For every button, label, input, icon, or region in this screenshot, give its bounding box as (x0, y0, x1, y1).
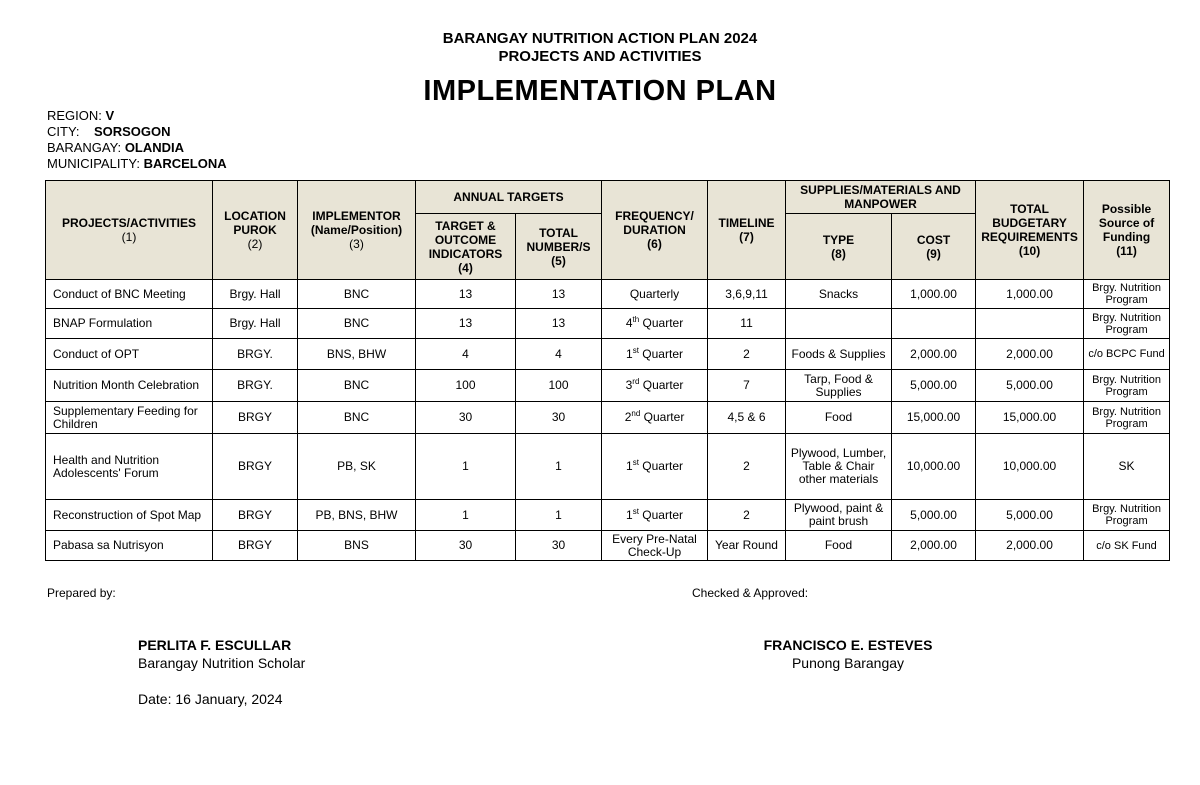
location-cell: BRGY (213, 402, 298, 434)
project-cell: Nutrition Month Celebration (46, 370, 213, 402)
target-cell: 100 (416, 370, 516, 402)
header-total-numbers (516, 214, 602, 280)
frequency-value: 4 (625, 316, 633, 330)
header-frequency (602, 181, 708, 280)
target-cell: 13 (416, 280, 516, 309)
barangay-value: OLANDIA (124, 140, 185, 155)
region-label: REGION: (47, 108, 102, 123)
project-cell: Conduct of BNC Meeting (46, 280, 213, 309)
municipality-label: MUNICIPALITY: (47, 156, 140, 171)
header-target-outcome (416, 214, 516, 280)
total-cell: 30 (516, 402, 602, 434)
approver-name: FRANCISCO E. ESTEVES (763, 637, 933, 653)
header-supplies: SUPPLIES/MATERIALS AND MANPOWER (786, 181, 976, 214)
frequency-cell (602, 402, 708, 434)
source-cell: c/o SK Fund (1084, 531, 1170, 561)
timeline-cell: 7 (708, 370, 786, 402)
total-cell: 4 (516, 339, 602, 370)
source-cell: Brgy. Nutrition Program (1084, 500, 1170, 531)
total-cell: 1 (516, 500, 602, 531)
target-cell: 13 (416, 309, 516, 339)
frequency-value: 1 (626, 459, 633, 473)
approver-position: Punong Barangay (791, 655, 905, 671)
timeline-cell: 11 (708, 309, 786, 339)
header-total-numbers-number: (5) (551, 253, 566, 268)
header-implementor (298, 181, 416, 280)
page-title: IMPLEMENTATION PLAN (423, 75, 777, 107)
frequency-cell (602, 500, 708, 531)
project-cell: BNAP Formulation (46, 309, 213, 339)
type-cell: Food (786, 402, 892, 434)
timeline-cell: Year Round (708, 531, 786, 561)
implementor-cell: BNC (298, 280, 416, 309)
frequency-suffix: Quarter (639, 316, 684, 330)
timeline-cell: 2 (708, 434, 786, 500)
source-cell: c/o BCPC Fund (1084, 339, 1170, 370)
implementation-plan-table (45, 180, 1170, 561)
budget-cell: 10,000.00 (976, 434, 1084, 500)
table-row (46, 531, 1170, 561)
city-row (47, 124, 227, 140)
type-cell: Snacks (786, 280, 892, 309)
preparer-name: PERLITA F. ESCULLAR (138, 637, 292, 653)
source-cell: SK (1084, 434, 1170, 500)
document-heading-line1: BARANGAY NUTRITION ACTION PLAN 2024 (442, 30, 758, 47)
cost-cell: 2,000.00 (892, 339, 976, 370)
budget-cell: 2,000.00 (976, 531, 1084, 561)
region-value: V (105, 108, 115, 123)
header-type-number: (8) (831, 246, 846, 261)
target-cell: 1 (416, 500, 516, 531)
header-type-label: TYPE (822, 232, 855, 247)
header-timeline-number: (7) (739, 230, 754, 244)
table-row (46, 309, 1170, 339)
frequency-suffix: Quarter (638, 346, 683, 361)
cost-cell: 5,000.00 (892, 500, 976, 531)
project-cell: Supplementary Feeding for Children (46, 402, 213, 434)
budget-cell (976, 309, 1084, 339)
cost-cell: 2,000.00 (892, 531, 976, 561)
type-cell: Foods & Supplies (786, 339, 892, 370)
cost-cell: 5,000.00 (892, 370, 976, 402)
header-timeline (708, 181, 786, 280)
project-cell: Reconstruction of Spot Map (46, 500, 213, 531)
project-cell: Health and Nutrition Adolescents' Forum (46, 434, 213, 500)
budget-cell: 1,000.00 (976, 280, 1084, 309)
frequency-value: 2 (624, 410, 632, 424)
location-cell: BRGY. (213, 370, 298, 402)
implementor-cell: PB, SK (298, 434, 416, 500)
header-funding-source-number: (11) (1116, 244, 1137, 258)
source-cell: Brgy. Nutrition Program (1084, 309, 1170, 339)
implementor-cell: BNC (298, 402, 416, 434)
target-cell: 30 (416, 531, 516, 561)
frequency-suffix: Quarter (639, 378, 684, 392)
timeline-cell: 3,6,9,11 (708, 280, 786, 309)
header-cost-label: COST (916, 232, 951, 247)
municipality-value: BARCELONA (143, 156, 227, 171)
project-cell: Conduct of OPT (46, 339, 213, 370)
frequency-value: Every Pre-Natal Check-Up (612, 531, 697, 559)
target-cell: 30 (416, 402, 516, 434)
header-projects (46, 181, 213, 280)
location-cell: BRGY (213, 434, 298, 500)
frequency-cell (602, 370, 708, 402)
target-cell: 4 (416, 339, 516, 370)
budget-cell: 2,000.00 (976, 339, 1084, 370)
frequency-cell (602, 280, 708, 309)
header-implementor-label: IMPLEMENTOR (Name/Position) (310, 209, 403, 237)
header-implementor-number: (3) (349, 237, 364, 251)
document-date: Date: 16 January, 2024 (138, 691, 283, 707)
type-cell: Tarp, Food & Supplies (786, 370, 892, 402)
frequency-suffix: Quarter (638, 459, 683, 473)
location-cell: Brgy. Hall (213, 280, 298, 309)
source-cell: Brgy. Nutrition Program (1084, 370, 1170, 402)
location-cell: Brgy. Hall (213, 309, 298, 339)
frequency-ordinal: th (632, 315, 640, 324)
header-total-budget-label: TOTAL BUDGETARY REQUIREMENTS (981, 202, 1078, 244)
frequency-cell (602, 531, 708, 561)
header-target-outcome-label: TARGET & OUTCOME INDICATORS (428, 218, 503, 261)
type-cell: Food (786, 531, 892, 561)
city-label: CITY: (47, 124, 80, 139)
project-cell: Pabasa sa Nutrisyon (46, 531, 213, 561)
cost-cell: 15,000.00 (892, 402, 976, 434)
budget-cell: 5,000.00 (976, 500, 1084, 531)
location-cell: BRGY. (213, 339, 298, 370)
timeline-cell: 2 (708, 339, 786, 370)
document-heading-line2: PROJECTS AND ACTIVITIES (498, 48, 702, 65)
header-type (786, 214, 892, 280)
header-location-label: LOCATION PUROK (224, 209, 286, 237)
header-funding-source (1084, 181, 1170, 280)
frequency-cell (602, 309, 708, 339)
city-value: SORSOGON (93, 124, 171, 139)
table-row (46, 280, 1170, 309)
header-target-outcome-number: (4) (458, 260, 473, 275)
implementor-cell: BNS (298, 531, 416, 561)
frequency-value: 1 (626, 507, 633, 522)
implementor-cell: BNC (298, 370, 416, 402)
location-cell: BRGY (213, 531, 298, 561)
header-total-numbers-label: TOTAL NUMBER/S (526, 225, 591, 254)
barangay-row (47, 140, 227, 156)
frequency-value: Quarterly (629, 286, 680, 301)
frequency-suffix: Quarter (640, 410, 685, 424)
frequency-cell (602, 434, 708, 500)
type-cell (786, 309, 892, 339)
implementor-cell: BNC (298, 309, 416, 339)
timeline-cell: 4,5 & 6 (708, 402, 786, 434)
table-row (46, 339, 1170, 370)
checked-approved-label: Checked & Approved: (692, 586, 809, 600)
source-cell: Brgy. Nutrition Program (1084, 280, 1170, 309)
municipality-row (47, 156, 227, 172)
budget-cell: 15,000.00 (976, 402, 1084, 434)
header-frequency-label: FREQUENCY/ DURATION (615, 209, 694, 237)
header-cost-number: (9) (926, 246, 941, 261)
total-cell: 1 (516, 434, 602, 500)
location-cell: BRGY (213, 500, 298, 531)
location-details (47, 108, 227, 172)
frequency-ordinal: st (632, 506, 639, 516)
header-total-budget-number: (10) (1018, 244, 1041, 258)
implementor-cell: PB, BNS, BHW (298, 500, 416, 531)
frequency-cell (602, 339, 708, 370)
header-cost (892, 214, 976, 280)
budget-cell: 5,000.00 (976, 370, 1084, 402)
total-cell: 30 (516, 531, 602, 561)
frequency-ordinal: st (632, 458, 639, 467)
frequency-ordinal: rd (632, 377, 640, 386)
frequency-ordinal: st (632, 345, 639, 355)
header-projects-number: (1) (121, 230, 137, 244)
timeline-cell: 2 (708, 500, 786, 531)
preparer-position: Barangay Nutrition Scholar (138, 655, 306, 671)
frequency-suffix: Quarter (638, 507, 683, 522)
cost-cell (892, 309, 976, 339)
implementor-cell: BNS, BHW (298, 339, 416, 370)
table-row (46, 402, 1170, 434)
frequency-ordinal: nd (631, 409, 641, 418)
frequency-value: 1 (626, 346, 633, 361)
type-cell: Plywood, paint & paint brush (786, 500, 892, 531)
region-row (47, 108, 227, 124)
prepared-by-label: Prepared by: (47, 586, 116, 600)
type-cell: Plywood, Lumber, Table & Chair other materials (786, 434, 892, 500)
cost-cell: 1,000.00 (892, 280, 976, 309)
target-cell: 1 (416, 434, 516, 500)
table-row (46, 434, 1170, 500)
header-annual-targets: ANNUAL TARGETS (416, 181, 602, 214)
header-location (213, 181, 298, 280)
frequency-value: 3 (625, 378, 633, 392)
total-cell: 13 (516, 309, 602, 339)
header-location-number: (2) (247, 237, 263, 251)
header-timeline-label: TIMELINE (718, 216, 775, 230)
total-cell: 100 (516, 370, 602, 402)
header-total-budget (976, 181, 1084, 280)
barangay-label: BARANGAY: (47, 140, 122, 155)
cost-cell: 10,000.00 (892, 434, 976, 500)
source-cell: Brgy. Nutrition Program (1084, 402, 1170, 434)
header-projects-label: PROJECTS/ACTIVITIES (61, 216, 197, 230)
table-row (46, 370, 1170, 402)
table-row (46, 500, 1170, 531)
total-cell: 13 (516, 280, 602, 309)
header-frequency-number: (6) (647, 237, 662, 251)
header-funding-source-label: Possible Source of Funding (1098, 202, 1155, 244)
